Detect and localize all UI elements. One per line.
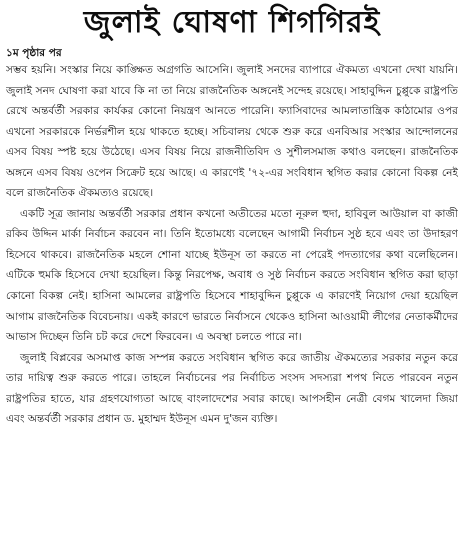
paragraph: একটি সূত্র জানায় অন্তর্বর্তী সরকার প্রধান কখনো অতীতের মতো নূরুল হুদা, হাবিবুল আউয়াল বা কাজী রকিব উদ্দিন মার্কা নির্বাচন করবেন না। তিনি ইতোমধ্যে বলেছেন আগামী নির্বাচন সুষ্ঠ হবে এবং তা উদাহরণ হিসেবে থাকবে। রাজনৈতিক মহলে শোনা যাচ্ছে ইউনূস তা করতে না পেরেই পদত্যাগের কথা বলেছিলেন। এটিকে হুমকি হিসেবে দেখা হয়েছিল। কিন্তু নিরপেক্ষ, অবাধ ও সুষ্ঠ নির্বাচন করতে সংবিধান স্থগিত করা ছাড়া কোনো বিকল্প নেই। হাসিনা আমলের রাষ্ট্রপতি হিসেবে শাহাবুদ্দিন চুপ্পুকে এ কারণেই নিয়োগ দেয়া হয়েছিল আগাম রাজনৈতিক বিবেচনায়। একই কারণে ভারতে নির্বাসনে থেকেও হাসিনা আওয়ামী লীগের নেতাকর্মীদের আভাস দিচ্ছেন তিনি চট করে দেশে ফিরবেন। এ অবস্থা চলতে পারে না। xyxy=(6,207,458,344)
headline: জুলাই ঘোষণা শিগগিরই xyxy=(83,5,381,40)
article-body xyxy=(6,60,458,556)
paragraph: সম্ভব হয়নি। সংস্কার নিয়ে কাঙ্ক্ষিত অগ্রগতি আসেনি। জুলাই সনদের ব্যাপারে ঐকমত্য এখনো দেখা যায়নি। জুলাই সনদ ঘোষণা করা যাবে কি না তা নিয়ে রাজনৈতিক অঙ্গনেই সন্দেহ রয়েছে। সাহাবুদ্দিন চুপ্পুকে রাষ্ট্রপতি রেখে অন্তর্বর্তী সরকার কার্যকর কোনো নিয়ন্ত্রণ আনতে পারেনি। ফ্যাসিবাদের আমলাতান্ত্রিক কাঠামোর ওপর এখনো সরকারকে নির্ভরশীল হয়ে থাকতে হচ্ছে। সচিবালয় থেকে শুরু করে এনবিআর সংস্কার আন্দোলনের এসব বিষয় স্পষ্ট হয়ে উঠেছে। এসব বিষয় নিয়ে রাজনীতিবিদ ও সুশীলসমাজ কথাও বলছেন। রাজনৈতিক অঙ্গনে এসব বিষয় ওপেন সিক্রেট হয়ে আছে। এ কারণেই '৭২-এর সংবিধান স্থগিত করার কোনো বিকল্প নেই বলে রাজনৈতিক ঐকমত্যও রয়েছে। xyxy=(6,64,458,200)
continued-from-label: ১ম পৃষ্ঠার পর xyxy=(6,47,62,59)
paragraph: জুলাই বিপ্লবের অসমাপ্ত কাজ সম্পন্ন করতে সংবিধান স্থগিত করে জাতীয় ঐকমত্যের সরকার নতুন করে তার দায়িত্ব শুরু করতে পারে। তাহলে নির্বাচনের পর নির্বাচিত সংসদ সদস্যরা শপথ নিতে পারবেন নতুন রাষ্ট্রপতির হাতে, যার গ্রহণযোগ্যতা আছে বাংলাদেশের সবার কাছে। আপসহীন নেত্রী বেগম খালেদা জিয়া এবং অন্তর্বর্তী সরকার প্রধান ড. মুহাম্মদ ইউনূস এমন দু'জন ব্যক্তি। xyxy=(6,351,458,426)
